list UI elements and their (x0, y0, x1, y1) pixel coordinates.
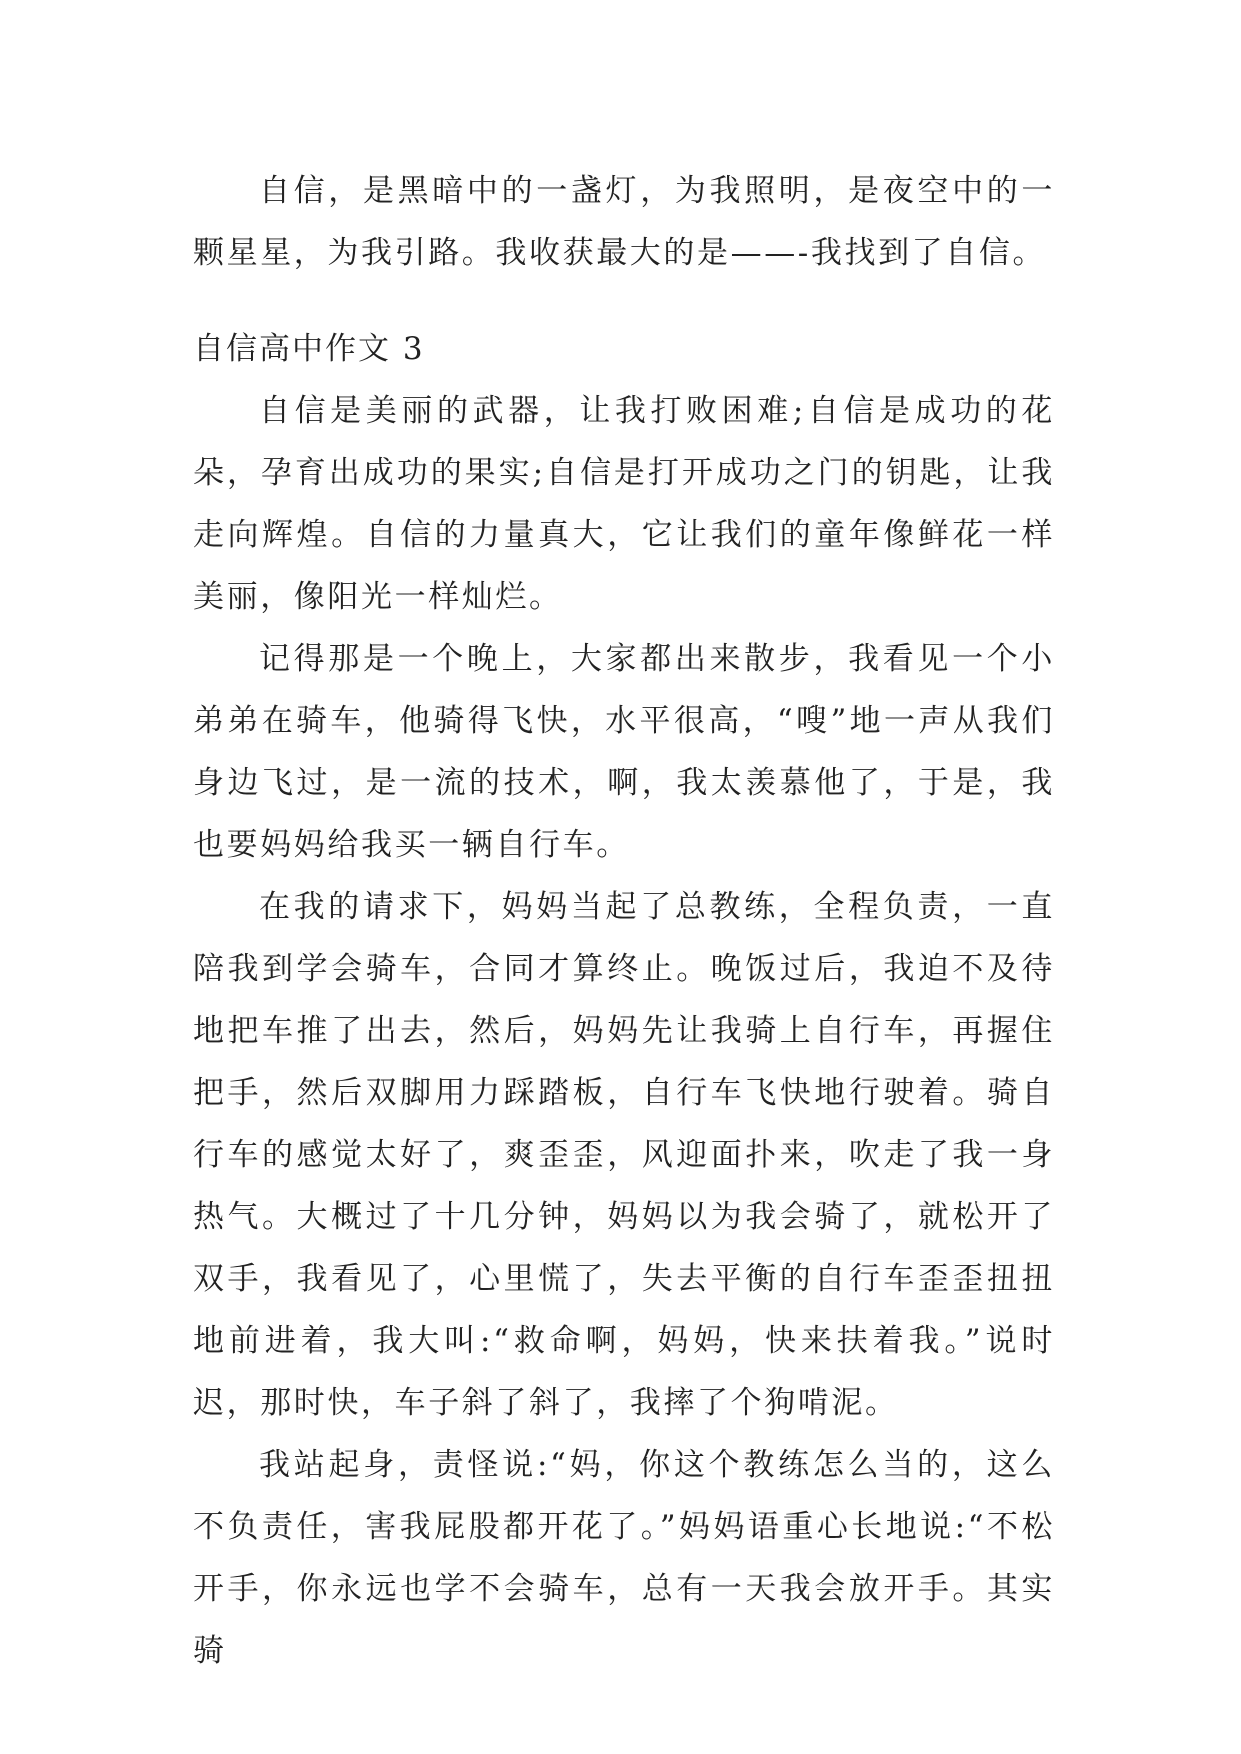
paragraph-3: 在我的请求下，妈妈当起了总教练，全程负责，一直陪我到学会骑车，合同才算终止。晚饭过后，我迫不及待地把车推了出去，然后，妈妈先让我骑上自行车，再握住把手，然后双脚用力踩踏板，自行车飞快地行驶着。骑自行车的感觉太好了，爽歪歪，风迎面扑来，吹走了我一身热气。大概过了十几分钟，妈妈以为我会骑了，就松开了双手，我看见了，心里慌了，失去平衡的自行车歪歪扭扭地前进着，我大叫:“救命啊，妈妈，快来扶着我。”说时迟，那时快，车子斜了斜了，我摔了个狗啃泥。 (193, 889, 1055, 1421)
paragraph-4: 我站起身，责怪说:“妈，你这个教练怎么当的，这么不负责任，害我屁股都开花了。”妈妈语重心长地说:“不松开手，你永远也学不会骑车，总有一天我会放开手。其实骑 (193, 1447, 1055, 1669)
intro-paragraph: 自信，是黑暗中的一盏灯，为我照明，是夜空中的一颗星星，为我引路。我收获最大的是——-我找到了自信。 (193, 173, 1055, 271)
paragraph-2: 记得那是一个晚上，大家都出来散步，我看见一个小弟弟在骑车，他骑得飞快，水平很高，“嗖”地一声从我们身边飞过，是一流的技术，啊，我太羡慕他了，于是，我也要妈妈给我买一辆自行车。 (193, 641, 1055, 863)
document-body (193, 160, 1055, 1682)
section-spacer (193, 284, 1055, 318)
paragraph-1: 自信是美丽的武器，让我打败困难;自信是成功的花朵，孕育出成功的果实;自信是打开成功之门的钥匙，让我走向辉煌。自信的力量真大，它让我们的童年像鲜花一样美丽，像阳光一样灿烂。 (193, 393, 1055, 615)
section-title: 自信高中作文 3 (193, 331, 425, 367)
